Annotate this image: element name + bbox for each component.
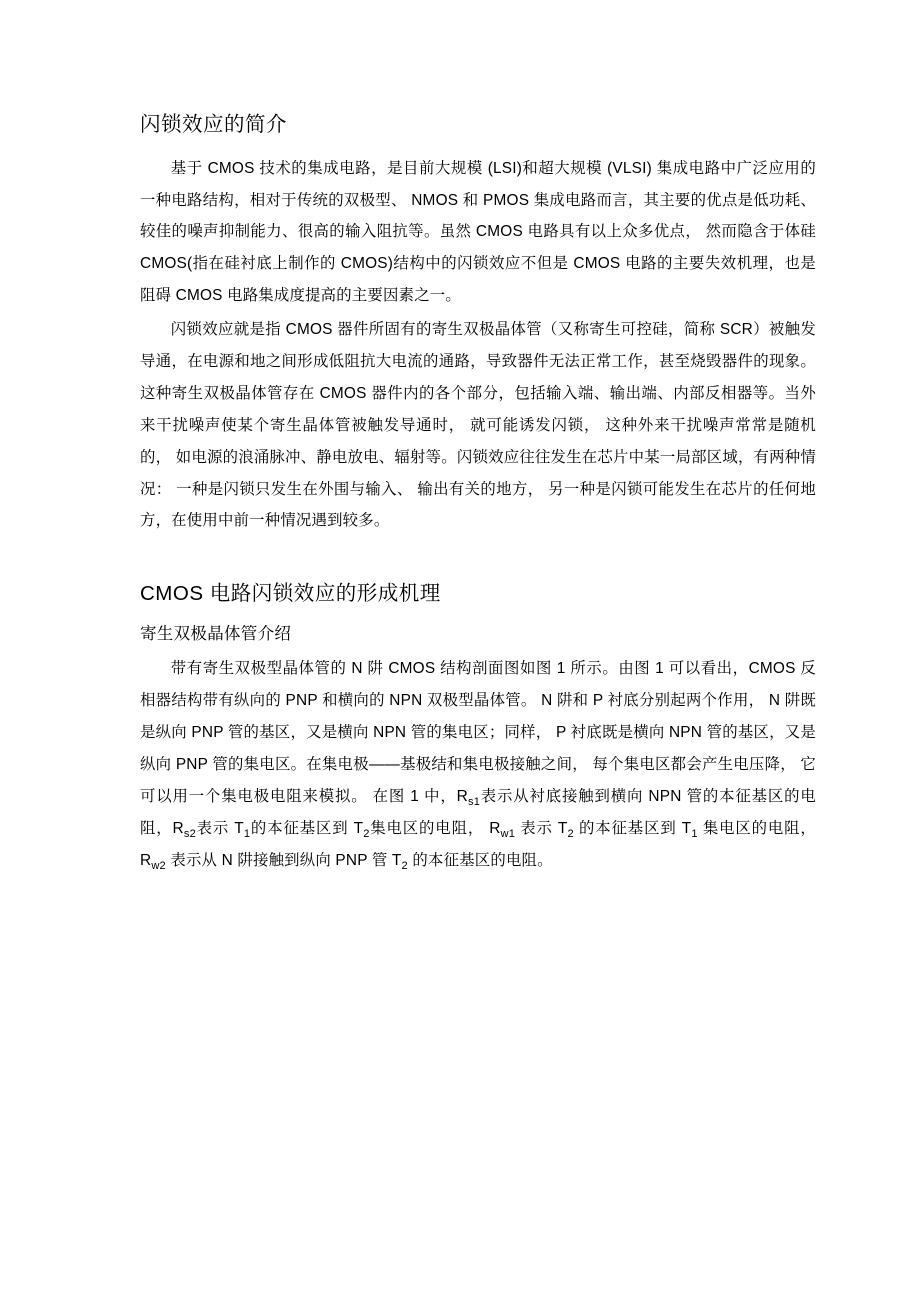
paragraph-intro-2: 闪锁效应就是指 CMOS 器件所固有的寄生双极晶体管（又称寄生可控硅，简称 SCR）被触发导通，在电源和地之间形成低阻抗大电流的通路，导致器件无法正常工作，甚至烧毁器件的现象。这种寄生双极晶体管存在 CMOS 器件内的各个部分，包括输入端、输出端、内部反相器等。当外来干扰噪声使某个寄生晶体管被触发导通时， 就可能诱发闪锁， 这种外来干扰噪声常常是随机的， 如电源的浪涌脉冲、静电放电、辐射等。闪锁效应往往发生在芯片中某一局部区域，有两种情况： 一种是闪锁只发生在外围与输入、 输出有关的地方， 另一种是闪锁可能发生在芯片的任何地方，在使用中前一种情况遇到较多。 (140, 321, 816, 530)
paragraph-intro-1: 基于 CMOS 技术的集成电路，是目前大规模 (LSI)和超大规模 (VLSI) 集成电路中广泛应用的一种电路结构，相对于传统的双极型、 NMOS 和 PMOS 集成电路而言，其主要的优点是低功耗、较佳的噪声抑制能力、很高的输入阻抗等。虽然 CMOS 电路具有以上众多优点， 然而隐含于体硅 CMOS(指在硅衬底上制作的 CMOS)结构中的闪锁效应不但是 CMOS 电路的主要失效机理，也是阻碍 CMOS 电路集成度提高的主要因素之一。 (140, 159, 816, 305)
section-heading-intro: 闪锁效应的简介 (140, 113, 287, 136)
paragraph-parasitic-bjt: 带有寄生双极型晶体管的 N 阱 CMOS 结构剖面图如图 1 所示。由图 1 可以看出，CMOS 反相器结构带有纵向的 PNP 和横向的 NPN 双极型晶体管。 N 阱和 P 衬底分别起两个作用， N 阱既是纵向 PNP 管的基区，又是横向 NPN 管的集电区；同样， P 衬底既是横向 NPN 管的基区，又是纵向 PNP 管的集电区。在集电极——基极结和集电极接触之间， 每个集电区都会产生电压降， 它可以用一个集电极电阻来模拟。 在图 1 中，$R_{s1}$表示从衬底接触到横向 NPN 管的本征基区的电阻，$R_{s2}$表示 $T_1$的本征基区到 $T_2$集电区的电阻， $R_{w1}$ 表示 $T_2$ 的本征基区到 $T_1$ 集电区的电阻， $R_{w2}$ 表示从 N 阱接触到纵向 PNP 管 $T_2$ 的本征基区的电阻。 (140, 660, 816, 872)
section-heading-mechanism: CMOS 电路闪锁效应的形成机理 (140, 582, 441, 606)
subsection-heading-parasitic-bjt: 寄生双极晶体管介绍 (140, 624, 292, 643)
